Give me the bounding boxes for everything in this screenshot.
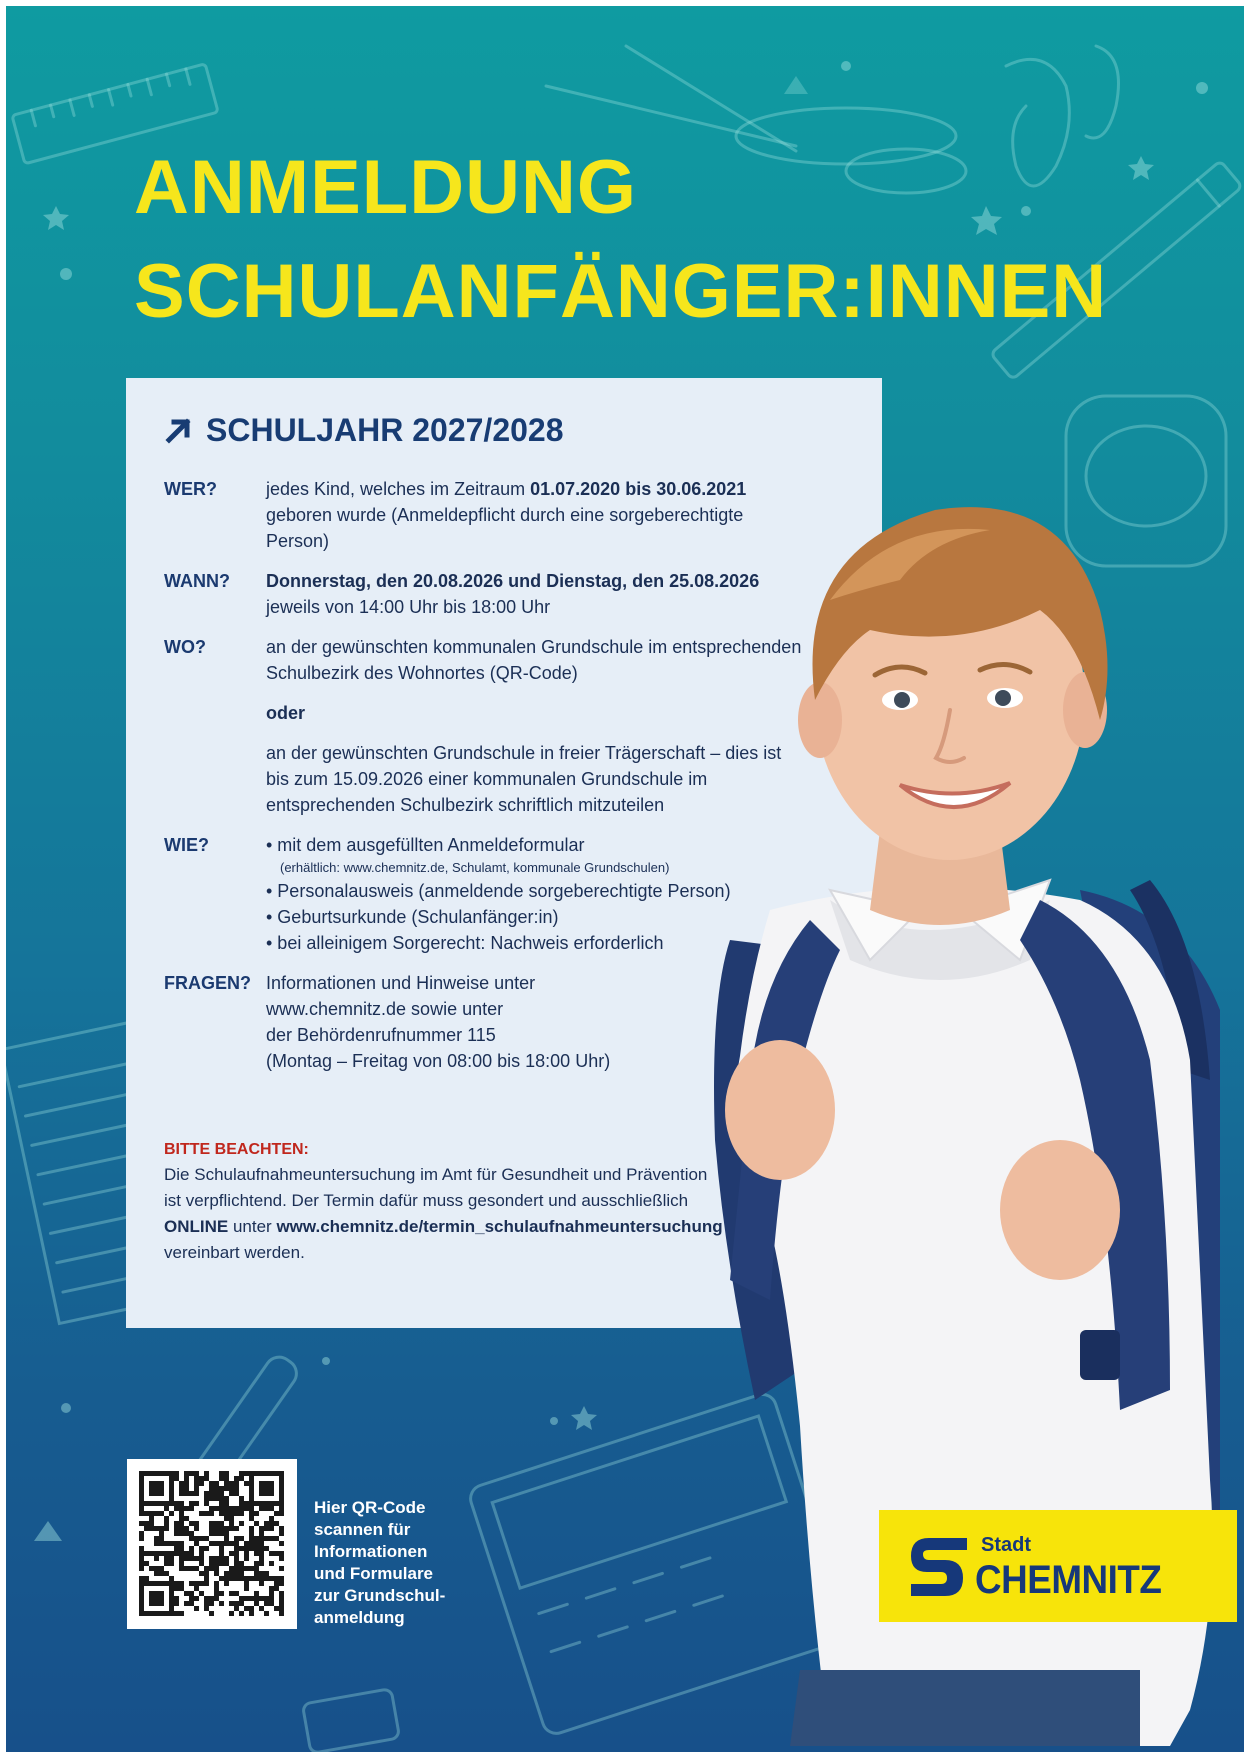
qr-caption	[314, 1497, 464, 1629]
arrow-up-right-icon	[164, 415, 194, 445]
stadt-chemnitz-logo	[879, 1510, 1237, 1622]
questions-website: www.chemnitz.de sowie unter	[266, 999, 504, 1019]
list-item-note: (erhältlich: www.chemnitz.de, Schulamt, kommunale Grundschulen)	[280, 860, 670, 875]
qr-line-1: Hier QR-Code	[314, 1498, 426, 1517]
chemnitz-c-logo-icon	[907, 1532, 971, 1602]
where-option-1: an der gewünschten kommunalen Grundschule im entsprechenden Schulbezirk des Wohnortes (QR-Code)	[266, 637, 802, 683]
school-year-text: SCHULJAHR 2027/2028	[206, 412, 564, 448]
questions-phone: der Behördenrufnummer 115	[266, 1025, 496, 1045]
notice-link: www.chemnitz.de/termin_schulaufnahmeuntersuchung	[276, 1217, 723, 1236]
when-dates: Donnerstag, den 20.08.2026 und Dienstag, den 25.08.2026	[266, 571, 760, 591]
who-text-2: geboren wurde (Anmeldepflicht durch eine sorgeberechtigte Person)	[266, 505, 744, 551]
label-questions: FRAGEN?	[164, 973, 251, 993]
label-who: WER?	[164, 479, 217, 499]
questions-line-1: Informationen und Hinweise unter	[266, 973, 536, 993]
qr-line-4: und Formulare	[314, 1564, 434, 1583]
list-item: • mit dem ausgefüllten Anmeldeformular	[266, 835, 585, 855]
list-item: • Personalausweis (anmeldende sorgeberechtigte Person)	[266, 881, 731, 901]
notice-text-2: unter	[228, 1217, 277, 1236]
who-text-1: jedes Kind, welches im Zeitraum	[266, 479, 531, 499]
logo-city-text: CHEMNITZ	[975, 1558, 1162, 1602]
qr-code[interactable]	[127, 1459, 297, 1629]
qr-line-5: zur Grundschul-	[314, 1586, 446, 1605]
notice-online: ONLINE	[164, 1217, 229, 1236]
label-when: WANN?	[164, 571, 230, 591]
title-line-1: ANMELDUNG	[134, 145, 637, 230]
title-line-2: SCHULANFÄNGER:INNEN	[134, 249, 1108, 334]
when-times: jeweils von 14:00 Uhr bis 18:00 Uhr	[266, 597, 551, 617]
list-item: • Geburtsurkunde (Schulanfänger:in)	[266, 907, 559, 927]
notice-text-1: Die Schulaufnahmeuntersuchung im Amt für Gesundheit und Prävention ist verpflichtend. Der Termin dafür muss gesondert und ausschließlich	[164, 1165, 708, 1210]
questions-hours: (Montag – Freitag von 08:00 bis 18:00 Uhr)	[266, 1051, 611, 1071]
qr-code-pattern	[127, 1459, 297, 1629]
important-notice	[164, 1138, 724, 1266]
qr-line-6: anmeldung	[314, 1608, 405, 1627]
logo-stadt-text: Stadt	[981, 1534, 1031, 1556]
label-where: WO?	[164, 637, 206, 657]
qr-line-3: Informationen	[314, 1542, 428, 1561]
notice-title: BITTE BEACHTEN:	[164, 1141, 309, 1158]
poster-title	[134, 136, 1107, 344]
who-date-range: 01.07.2020 bis 30.06.2021	[530, 479, 747, 499]
qr-line-2: scannen für	[314, 1520, 411, 1539]
school-year-heading	[164, 408, 564, 452]
list-item: • bei alleinigem Sorgerecht: Nachweis erforderlich	[266, 933, 664, 953]
where-option-2: an der gewünschten Grundschule in freier Trägerschaft – dies ist bis zum 15.09.2026 einer kommunalen Grundschule im entsprechenden Schulbezirk schriftlich mitzuteilen	[266, 743, 782, 815]
label-how: WIE?	[164, 835, 209, 855]
where-or: oder	[266, 703, 306, 723]
notice-text-3: vereinbart werden.	[164, 1243, 305, 1262]
